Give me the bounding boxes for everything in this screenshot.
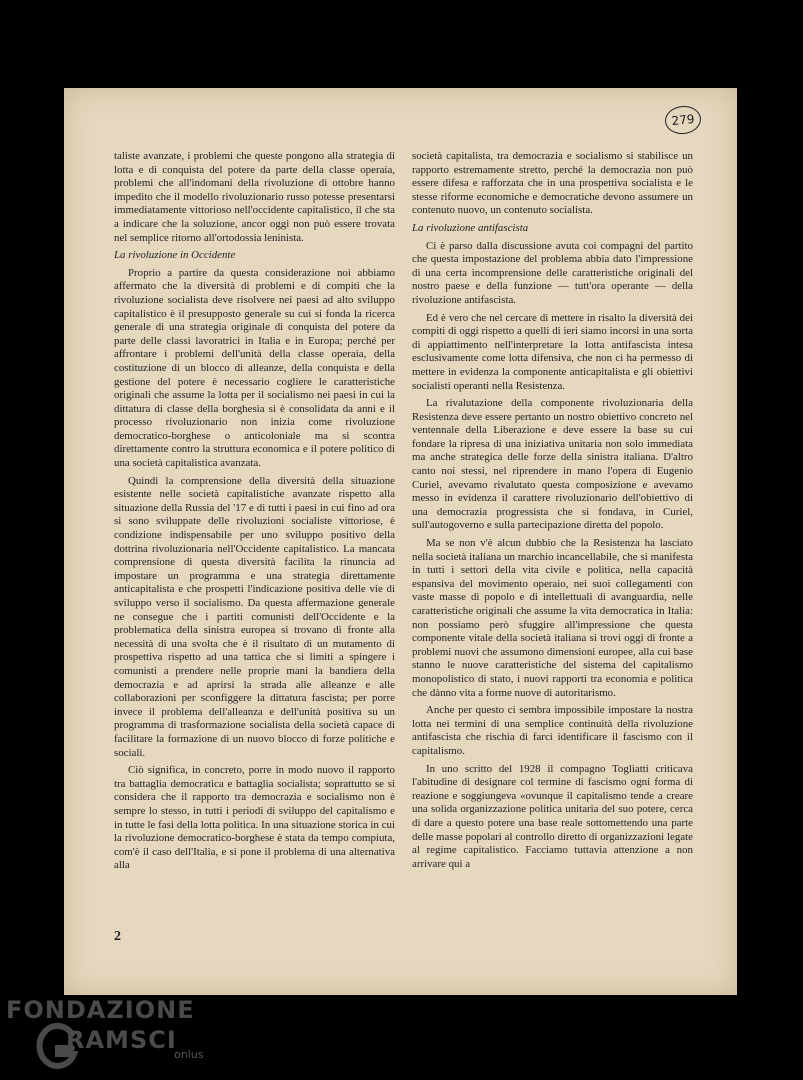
- right-paragraph-continued: società capitalista, tra democrazia e socialismo si stabilisce un rapporto estremamente stretto, perché la democrazia non può essere difesa e rafforzata che in una prospettiva socialista e le stesse riforme economiche e democratiche devono assumere un contenuto nuovo, un contenuto socialista.: [412, 150, 693, 217]
- left-paragraph: Proprio a partire da questa considerazione noi abbiamo affermato che la diversità di problemi e di compiti che la rivoluzione socialista deve risolvere nei paesi ad alto sviluppo capitalistico è il presupposto generale su cui si fonda la ricerca generale di una strategia originale di conquista del potere da parte delle classi lavoratrici in Italia e in Europa; perché per affrontare i problemi dell'unità della classe operaia, della costituzione di un blocco di alleanze, della conquista e della gestione del potere è necessario cogliere le caratteristiche originali che assume la lotta per il socialismo nei paesi in cui la dittatura di classe della borghesia si è consolidata da anni e il processo rivoluzionario non inizia come rivoluzione democratico-borghese o anticoloniale ma si scontra direttamente contro la struttura economica e il potere politico di una società capitalistica avanzata.: [114, 266, 395, 470]
- right-paragraph: Ed è vero che nel cercare di mettere in risalto la diversità dei compiti di oggi rispetto a quelli di ieri siamo incorsi in una sorta di appiattimento nell'interpretare la lotta antifascista intesa esclusivamente come lotta difensiva, che non ci ha permesso di mettere in evidenza la componente anticapitalista e gli obiettivi socialisti operanti nella Resistenza.: [412, 311, 693, 392]
- logo-suffix: onlus: [174, 1048, 204, 1061]
- left-paragraph: Quindi la comprensione della diversità della situazione esistente nelle società capitalistiche avanzate rispetto alla situazione della Russia del '17 e di tutti i paesi in cui fino ad ora si sono sviluppate delle rivoluzioni socialiste vittoriose, è condizione indispensabile per uno sviluppo positivo della dottrina rivoluzionaria nell'Occidente capitalistico. La mancata comprensione di questa diversità facilita la rinuncia ad impostare un programma e una strategia direttamente anticapitalista e che prospetti l'indicazione positiva delle vie di sviluppo verso il socialismo. Da questa affermazione generale ne consegue che i partiti comunisti dell'Occidente e la problematica della sinistra europea si trovano di fronte alla necessità di una svolta che è il risultato di un mutamento di prospettiva rispetto ad una tattica che si limiti a spingere i comunisti a prendere nelle proprie mani la bandiera della democrazia e ad aprirsi la strada alle alleanze e alle collaborazioni per sconfiggere la dittatura fascista; per porre invece il problema dell'alleanza e dell'unità positiva su un programma di trasformazione socialista della società capace di facilitare la formazione di un nuovo blocco di forze politiche e sociali.: [114, 474, 395, 759]
- right-paragraph: In uno scritto del 1928 il compagno Togliatti criticava l'abitudine di designare col termine di fascismo ogni forma di reazione e soggiungeva «ovunque il capitalismo tende a creare una solida organizzazione politica unitaria del suo potere, cerca di dare a questo potere una base reale sottomettendo una parte delle masse popolari al controllo diretto di organizzazioni legate al regime capitalistico. Facciamo tuttavia attenzione a non arrivare qui a: [412, 762, 693, 870]
- page-folio: 2: [114, 929, 121, 944]
- left-paragraph-continued: taliste avanzate, i problemi che queste pongono alla strategia di lotta e di conquista del potere da parte della classe operaia, problemi che all'indomani della rivoluzione di ottobre hanno impedito che il modello rivoluzionario russo potesse presentarsi immediatamente vittorioso nell'occidente capitalistico, il che sta a indicare che la soluzione, ancor oggi non può essere trovata nel semplice ritorno all'ortodossia leninista.: [114, 150, 395, 244]
- fondazione-gramsci-logo: [6, 996, 206, 1076]
- document-page: [64, 88, 737, 995]
- section-heading-antifascista: La rivoluzione antifascista: [412, 221, 529, 234]
- right-paragraph: Ma se non v'è alcun dubbio che la Resistenza ha lasciato nella società italiana un marchio incancellabile, che si manifesta in tutti i settori della vita civile e politica, nella capacità espansiva del movimento operaio, nei suoi collegamenti con vaste masse di popolo e di intellettuali di avanguardia, nelle caratteristiche originali che assume la vita democratica in Italia: non possiamo però sfuggire all'impressione che questa componente vitale della società italiana si trovi oggi di fronte a problemi nuovi che assumono dimensioni europee, alla cui base stanno le nuove caratteristiche del sistema del capitalismo monopolistico di stato, i nuovi rapporti tra economia e politica che dànno vita a forme nuove di autoritarismo.: [412, 537, 693, 699]
- section-heading-occidente: La rivoluzione in Occidente: [114, 249, 236, 262]
- right-column: [412, 150, 693, 871]
- left-column: [114, 150, 395, 873]
- left-paragraph: Ciò significa, in concreto, porre in modo nuovo il rapporto tra battaglia democratica e battaglia socialista; soprattutto se si considera che il rapporto tra democrazia e socialismo non è sempre lo stesso, in tutti i periodi di sviluppo del capitalismo e in tutte le fasi della lotta politica. In una situazione storica in cui la rivoluzione democratico-borghese è stata da tempo compiuta, com'è il caso dell'Italia, e si pone il problema di una alternativa alla: [114, 764, 395, 872]
- right-paragraph: La rivalutazione della componente rivoluzionaria della Resistenza deve essere pertanto un nostro obiettivo concreto nel ventennale della Liberazione e deve essere la base su cui fondare la ripresa di una iniziativa unitaria non solo immediata ma anche strategica delle forze della sinistra italiana. D'altro canto noi stessi, nel riprendere in mano l'opera di Eugenio Curiel, avevamo rivalutato questa composizione e avevamo messo in evidenza il carattere rivoluzionario dell'obiettivo di una democrazia progressista che si fondava, in Curiel, sull'autogoverno e sulla partecipazione diretta del popolo.: [412, 397, 693, 532]
- logo-text-line2: RAMSCI: [66, 1026, 177, 1054]
- right-paragraph: Ci è parso dalla discussione avuta coi compagni del partito che questa impostazione del problema abbia dato l'impressione di una certa incomprensione delle caratteristiche originali del nostro paese e della funzione — tutt'ora operante — della rivoluzione antifascista.: [412, 239, 693, 306]
- archive-page-stamp: 279: [664, 104, 703, 136]
- right-paragraph: Anche per questo ci sembra impossibile impostare la nostra lotta nei termini di una semplice continuità della rivoluzione antifascista che rischia di farci identificare il fascismo con il capitalismo.: [412, 704, 693, 757]
- logo-text-line1: FONDAZIONE: [6, 996, 195, 1024]
